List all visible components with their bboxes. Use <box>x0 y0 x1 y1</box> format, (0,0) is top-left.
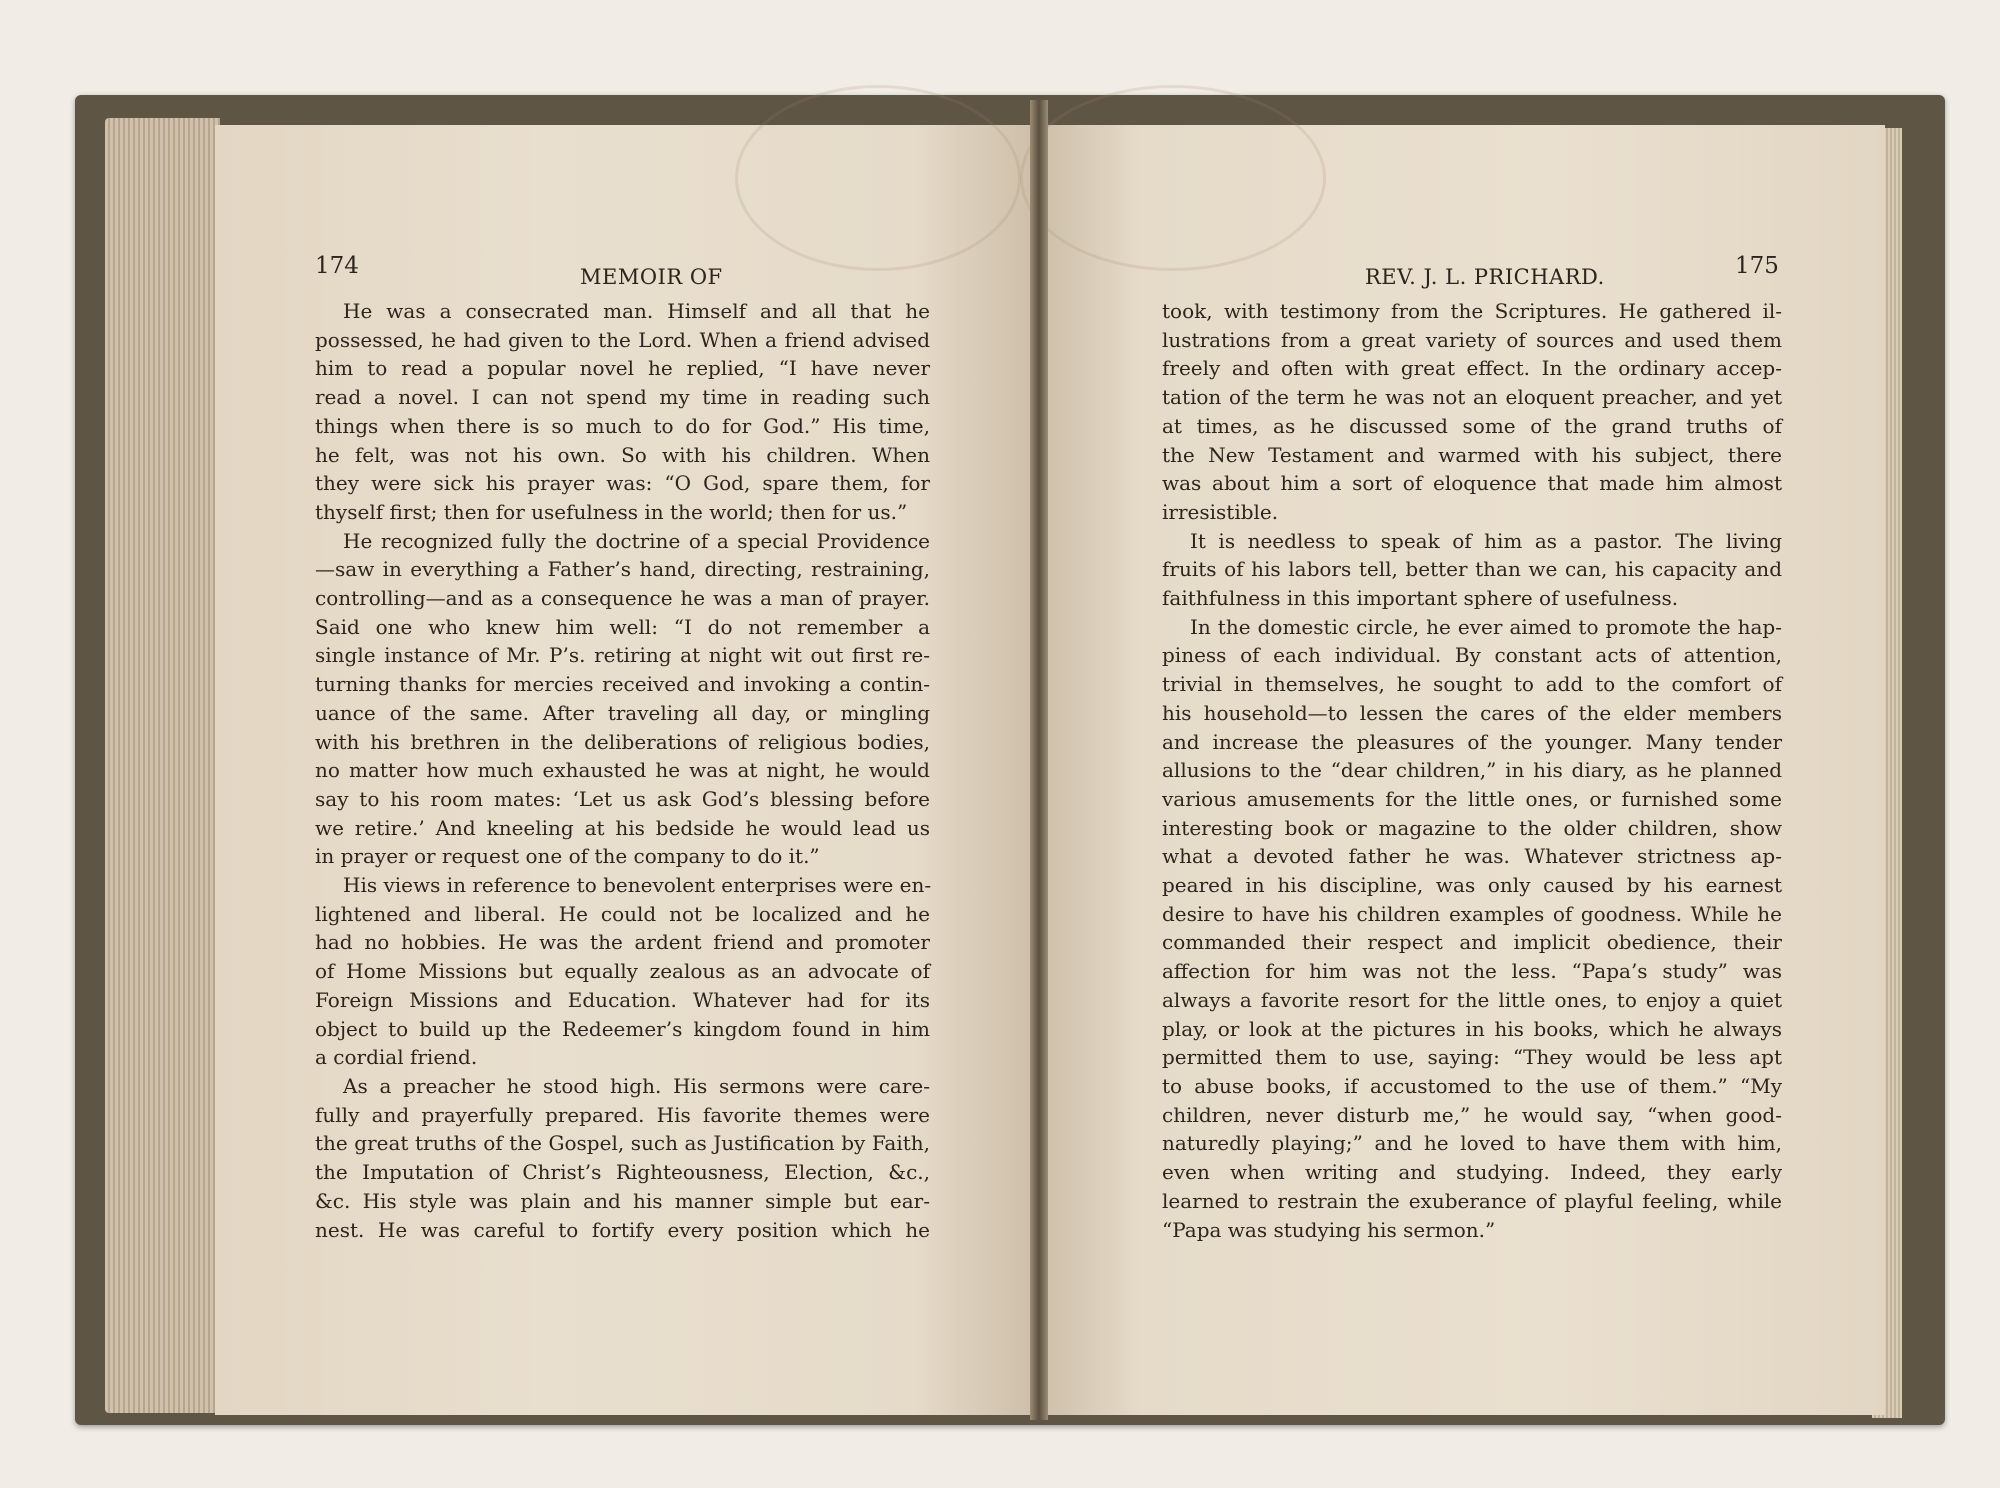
text-line: —saw in everything a Father’s hand, directing, restraining, <box>315 557 930 582</box>
text-line: his household—to lessen the cares of the elder members <box>1162 700 1782 725</box>
text-line: nest. He was careful to fortify every position which he <box>315 1217 930 1242</box>
text-line: he felt, was not his own. So with his children. When <box>315 442 930 467</box>
right-page <box>1040 125 1885 1415</box>
text-line: “Papa was studying his sermon.” <box>1162 1217 1496 1242</box>
text-line: uance of the same. After traveling all day, or mingling <box>315 700 930 725</box>
text-line: a cordial friend. <box>315 1045 478 1070</box>
text-line: naturedly playing;” and he loved to have them with him, <box>1162 1131 1782 1156</box>
text-line: the great truths of the Gospel, such as Justification by Faith, <box>315 1131 930 1156</box>
text-line: of Home Missions but equally zealous as an advocate of <box>315 959 930 984</box>
text-line: fruits of his labors tell, better than we can, his capacity and <box>1162 557 1782 582</box>
body-text <box>1162 297 1782 1244</box>
text-line: no matter how much exhausted he was at night, he would <box>315 758 930 783</box>
text-line: turning thanks for mercies received and invoking a contin- <box>315 672 930 697</box>
text-line: peared in his discipline, was only caused by his earnest <box>1162 873 1782 898</box>
text-line: It is needless to speak of him as a pastor. The living <box>1190 528 1782 553</box>
text-line: tation of the term he was not an eloquent preacher, and yet <box>1162 385 1782 410</box>
text-line: lustrations from a great variety of sources and used them <box>1162 327 1782 352</box>
text-line: permitted them to use, saying: “They would be less apt <box>1162 1045 1782 1070</box>
text-line: freely and often with great effect. In the ordinary accep- <box>1162 356 1782 381</box>
text-line: He recognized fully the doctrine of a special Providence <box>343 528 930 553</box>
page-number: 174 <box>315 253 359 279</box>
text-line: took, with testimony from the Scriptures. He gathered il- <box>1162 299 1782 323</box>
text-line: controlling—and as a consequence he was a man of prayer. <box>315 586 930 611</box>
text-line: children, never disturb me,” he would say, “when good- <box>1162 1102 1782 1127</box>
water-stain <box>735 85 1021 271</box>
text-line: things when there is so much to do for God.” His time, <box>315 413 930 438</box>
text-line: In the domestic circle, he ever aimed to promote the hap- <box>1190 614 1782 639</box>
text-line: the New Testament and warmed with his subject, there <box>1162 442 1782 467</box>
text-line: and increase the pleasures of the younger. Many tender <box>1162 729 1782 754</box>
running-head: REV. J. L. PRICHARD. <box>1365 265 1605 289</box>
text-line: at times, as he discussed some of the grand truths of <box>1162 413 1782 438</box>
text-line: they were sick his prayer was: “O God, spare them, for <box>315 471 930 496</box>
body-text <box>315 297 930 1244</box>
text-line: He was a consecrated man. Himself and all that he <box>343 299 930 323</box>
text-line: to abuse books, if accustomed to the use of them.” “My <box>1162 1073 1782 1098</box>
text-line: possessed, he had given to the Lord. When a friend advised <box>315 327 930 352</box>
page-number: 175 <box>1735 253 1779 279</box>
left-page <box>215 125 1035 1415</box>
text-line: desire to have his children examples of goodness. While he <box>1162 901 1782 926</box>
text-line: even when writing and studying. Indeed, they early <box>1162 1160 1782 1185</box>
text-line: As a preacher he stood high. His sermons were care- <box>343 1073 930 1098</box>
text-line: thyself first; then for usefulness in the world; then for us.” <box>315 499 908 524</box>
text-line: irresistible. <box>1162 499 1279 524</box>
text-line: single instance of Mr. P’s. retiring at night wit out first re- <box>315 643 930 668</box>
text-line: affection for him was not the less. “Papa’s study” was <box>1162 959 1782 984</box>
text-line: say to his room mates: ‘Let us ask God’s blessing before <box>315 786 930 811</box>
text-line: &c. His style was plain and his manner simple but ear- <box>315 1188 930 1213</box>
text-line: Foreign Missions and Education. Whatever had for its <box>315 987 930 1012</box>
text-line: what a devoted father he was. Whatever strictness ap- <box>1162 844 1782 869</box>
text-line: had no hobbies. He was the ardent friend and promoter <box>315 930 930 955</box>
text-line: trivial in themselves, he sought to add to the comfort of <box>1162 672 1782 697</box>
text-line: the Imputation of Christ’s Righteousness, Election, &c., <box>315 1160 930 1185</box>
text-line: faithfulness in this important sphere of usefulness. <box>1162 586 1679 611</box>
running-head: MEMOIR OF <box>580 265 723 289</box>
water-stain <box>1020 85 1326 271</box>
text-line: object to build up the Redeemer’s kingdom found in him <box>315 1016 930 1041</box>
text-line: read a novel. I can not spend my time in reading such <box>315 385 930 410</box>
text-line: lightened and liberal. He could not be localized and he <box>315 901 930 926</box>
book-gutter <box>1030 100 1048 1420</box>
text-line: in prayer or request one of the company to do it.” <box>315 844 820 869</box>
page-edges-left <box>105 118 220 1413</box>
text-line: with his brethren in the deliberations of religious bodies, <box>315 729 930 754</box>
text-line: play, or look at the pictures in his books, which he always <box>1162 1016 1782 1041</box>
text-line: allusions to the “dear children,” in his diary, as he planned <box>1162 758 1782 783</box>
text-line: piness of each individual. By constant acts of attention, <box>1162 643 1782 668</box>
text-line: learned to restrain the exuberance of playful feeling, while <box>1162 1188 1782 1213</box>
text-line: was about him a sort of eloquence that made him almost <box>1162 471 1782 496</box>
text-line: always a favorite resort for the little ones, to enjoy a quiet <box>1162 987 1782 1012</box>
text-line: we retire.’ And kneeling at his bedside he would lead us <box>315 815 930 840</box>
text-line: His views in reference to benevolent enterprises were en- <box>343 873 932 898</box>
text-line: Said one who knew him well: “I do not remember a <box>315 614 930 639</box>
text-line: interesting book or magazine to the older children, show <box>1162 815 1782 840</box>
text-line: commanded their respect and implicit obedience, their <box>1162 930 1782 955</box>
text-line: various amusements for the little ones, or furnished some <box>1162 786 1782 811</box>
text-line: him to read a popular novel he replied, “I have never <box>315 356 930 381</box>
text-line: fully and prayerfully prepared. His favorite themes were <box>315 1102 930 1127</box>
